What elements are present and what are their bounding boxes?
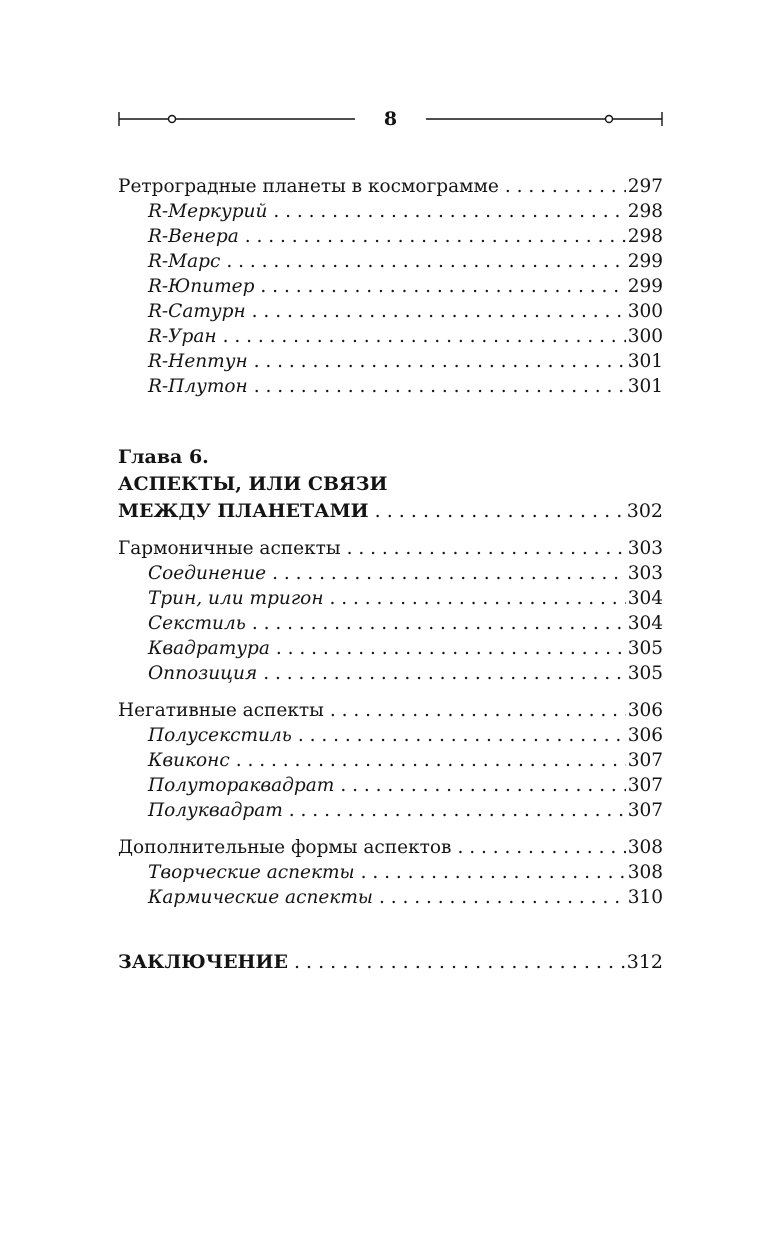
toc-subentry[interactable] xyxy=(148,351,663,375)
leader-dots xyxy=(330,588,626,609)
toc-page-number: 308 xyxy=(627,837,663,858)
toc-page-number: 297 xyxy=(627,176,663,197)
toc-entry-label: МЕЖДУ ПЛАНЕТАМИ xyxy=(118,500,369,522)
leader-dots xyxy=(457,837,625,858)
leader-dots xyxy=(252,301,626,322)
leader-dots xyxy=(298,725,626,746)
toc-entry-label: Оппозиция xyxy=(148,663,258,684)
leader-dots xyxy=(294,951,625,973)
toc-subentry[interactable] xyxy=(148,663,663,687)
toc-entry-conclusion[interactable] xyxy=(118,951,663,975)
toc-entry-chapter-6[interactable] xyxy=(118,500,663,524)
toc-subentry[interactable] xyxy=(148,887,663,911)
toc-page-number: 306 xyxy=(627,725,663,746)
toc-entry-label: Ретроградные планеты в космограмме xyxy=(118,176,499,197)
toc-page-number: 298 xyxy=(627,201,663,222)
toc-subentry[interactable] xyxy=(148,725,663,749)
leader-dots xyxy=(273,201,625,222)
toc-page-number: 300 xyxy=(627,326,663,347)
toc-entry-label: Дополнительные формы аспектов xyxy=(118,837,452,858)
toc-subentry[interactable] xyxy=(148,301,663,325)
toc-entry-label: R-Плутон xyxy=(148,376,248,397)
toc-page-number: 305 xyxy=(627,663,663,684)
toc-entry-label: Полутораквадрат xyxy=(148,775,335,796)
toc-subentry[interactable] xyxy=(148,862,663,886)
toc-subentry[interactable] xyxy=(148,750,663,774)
leader-dots xyxy=(223,326,626,347)
toc-page-number: 299 xyxy=(627,276,663,297)
toc-page-number: 304 xyxy=(627,588,663,609)
toc-page-number: 302 xyxy=(626,500,663,522)
toc-page-number: 308 xyxy=(627,862,663,883)
toc-entry-additional[interactable] xyxy=(118,837,663,861)
leader-dots xyxy=(379,887,626,908)
toc-subentry[interactable] xyxy=(148,588,663,612)
toc-entry-label: Полуквадрат xyxy=(148,800,283,821)
chapter-number: Глава 6. xyxy=(118,446,209,468)
toc-page-number: 301 xyxy=(627,376,663,397)
leader-dots xyxy=(260,276,625,297)
toc-entry-negative[interactable] xyxy=(118,700,663,724)
leader-dots xyxy=(347,538,626,559)
toc-page-number: 305 xyxy=(627,638,663,659)
toc-page-number: 307 xyxy=(627,800,663,821)
toc-page-number: 306 xyxy=(627,700,663,721)
toc-subentry[interactable] xyxy=(148,326,663,350)
toc-page-number: 307 xyxy=(627,750,663,771)
toc-page-number: 301 xyxy=(627,351,663,372)
leader-dots xyxy=(272,563,626,584)
toc-subentry[interactable] xyxy=(148,251,663,275)
toc-subentry[interactable] xyxy=(148,226,663,250)
leader-dots xyxy=(245,226,626,247)
toc-page-number: 300 xyxy=(627,301,663,322)
page-number: 8 xyxy=(383,108,398,130)
toc-page-number: 307 xyxy=(627,775,663,796)
toc-subentry[interactable] xyxy=(148,276,663,300)
toc-entry-label: Квадратура xyxy=(148,638,270,659)
toc-page-number: 310 xyxy=(627,887,663,908)
toc-entry-label: R-Меркурий xyxy=(148,201,268,222)
toc-page-number: 303 xyxy=(627,563,663,584)
leader-dots xyxy=(236,750,626,771)
toc-subentry[interactable] xyxy=(148,613,663,637)
leader-dots xyxy=(340,775,625,796)
toc-entry-label: Квиконс xyxy=(148,750,230,771)
toc-page-number: 303 xyxy=(627,538,663,559)
leader-dots xyxy=(361,862,626,883)
toc-entry-label: Творческие аспекты xyxy=(148,862,355,883)
toc-entry-label: R-Марс xyxy=(148,251,221,272)
leader-dots xyxy=(276,638,626,659)
toc-subentry[interactable] xyxy=(148,201,663,225)
toc-subentry[interactable] xyxy=(148,638,663,662)
toc-entry-label: ЗАКЛЮЧЕНИЕ xyxy=(118,951,288,973)
toc-page-number: 299 xyxy=(627,251,663,272)
leader-dots xyxy=(254,351,626,372)
toc-entry-label: Соединение xyxy=(148,563,267,584)
toc-subentry[interactable] xyxy=(148,800,663,824)
toc-page-number: 304 xyxy=(627,613,663,634)
toc-subentry[interactable] xyxy=(148,775,663,799)
toc-entry-label: Негативные аспекты xyxy=(118,700,324,721)
toc-entry-retrograde[interactable] xyxy=(118,176,663,200)
leader-dots xyxy=(254,376,626,397)
leader-dots xyxy=(505,176,626,197)
toc-page-number: 312 xyxy=(626,951,663,973)
leader-dots xyxy=(289,800,626,821)
leader-dots xyxy=(375,500,625,522)
toc-entry-label: Полусекстиль xyxy=(148,725,292,746)
toc-entry-label: Кармические аспекты xyxy=(148,887,373,908)
toc-entry-label: R-Нептун xyxy=(148,351,248,372)
toc-entry-label: Гармоничные аспекты xyxy=(118,538,341,559)
page-header xyxy=(118,106,663,132)
toc-entry-harmonic[interactable] xyxy=(118,538,663,562)
toc-subentry[interactable] xyxy=(148,563,663,587)
leader-dots xyxy=(330,700,626,721)
toc-entry-label: Секстиль xyxy=(148,613,246,634)
toc-entry-label: Трин, или тригон xyxy=(148,588,324,609)
leader-dots xyxy=(263,663,625,684)
toc-page-number: 298 xyxy=(627,226,663,247)
leader-dots xyxy=(226,251,625,272)
chapter-title-line: АСПЕКТЫ, ИЛИ СВЯЗИ xyxy=(118,473,388,495)
toc-entry-label: R-Сатурн xyxy=(148,301,246,322)
leader-dots xyxy=(252,613,626,634)
toc-entry-label: R-Юпитер xyxy=(148,276,255,297)
toc-entry-label: R-Уран xyxy=(148,326,217,347)
toc-entry-label: R-Венера xyxy=(148,226,239,247)
toc-subentry[interactable] xyxy=(148,376,663,400)
